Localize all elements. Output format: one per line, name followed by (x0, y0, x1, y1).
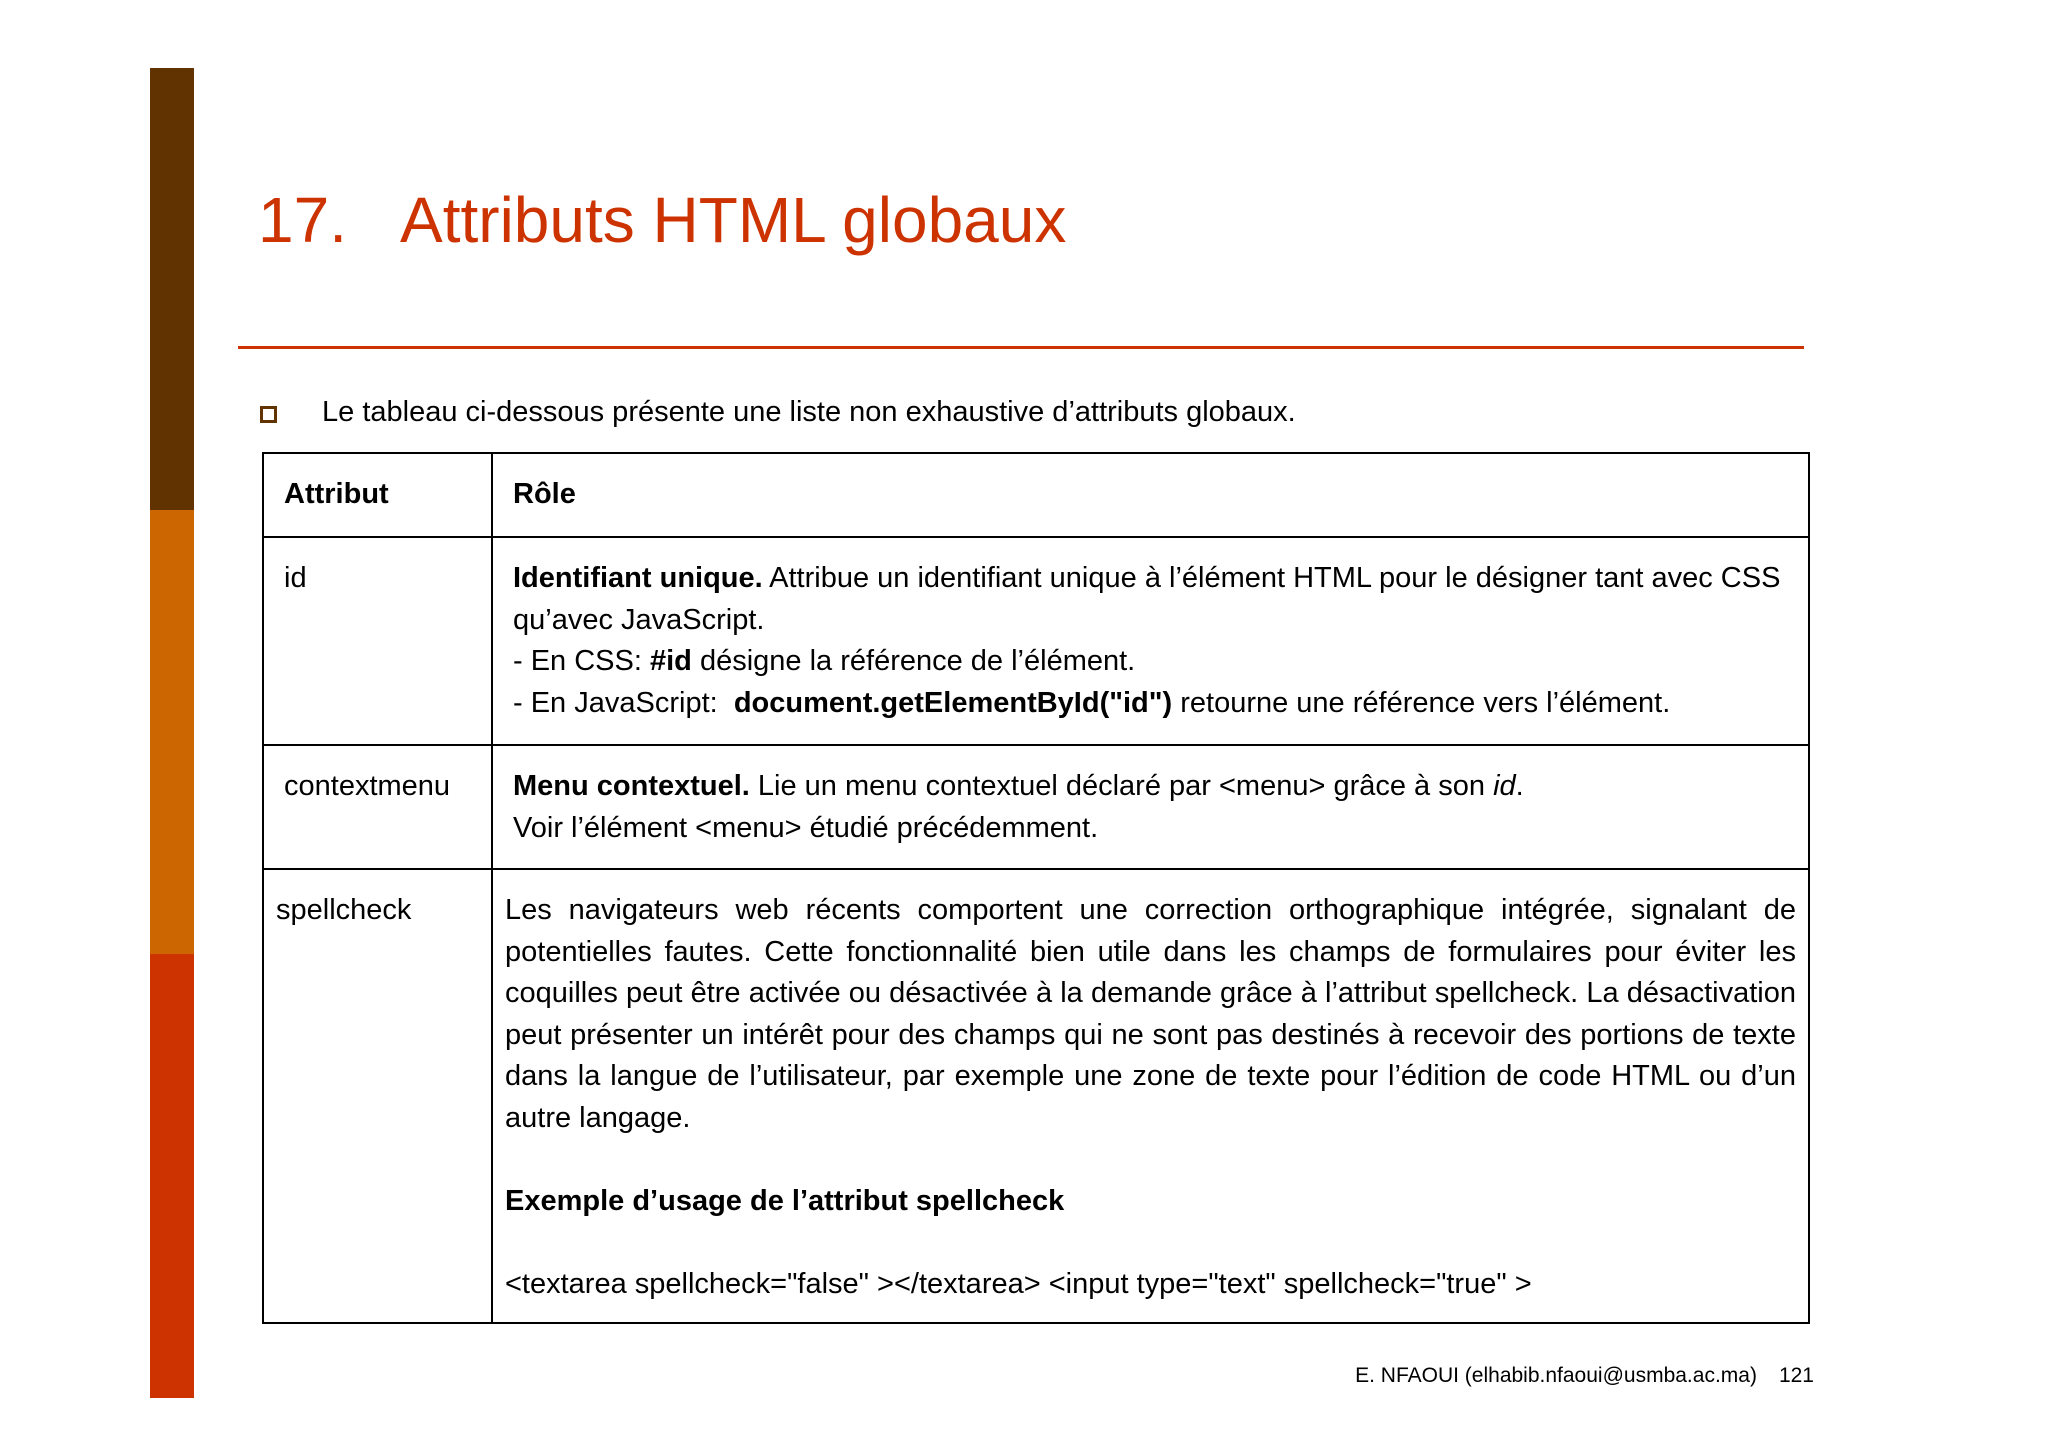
role-contextmenu-lead: Menu contextuel. (513, 770, 750, 802)
role-id-css-rest: désigne la référence de l’élément. (691, 645, 1136, 677)
header-attribute: Attribut (263, 453, 492, 537)
slide-title: Attributs HTML globaux (400, 184, 1067, 256)
slide-section-number: 17. (258, 184, 347, 256)
role-contextmenu-line2: Voir l’élément <menu> étudié précédemment. (513, 811, 1099, 844)
role-id-js-rest: retourne une référence vers l’élément. (1172, 686, 1671, 719)
sidebar-bar-red (150, 954, 194, 1398)
role-id-js-line (513, 683, 1798, 725)
attributes-table (262, 452, 1810, 1324)
role-contextmenu-lead-rest: Lie un menu contextuel déclaré par <menu> grâce à son (749, 770, 1494, 802)
role-contextmenu-end: . (1515, 770, 1524, 802)
spacer (505, 1139, 1796, 1181)
sidebar-bar-orange (150, 510, 194, 954)
footer-author: E. NFAOUI (elhabib.nfaoui@usmba.ac.ma) (1355, 1364, 1757, 1387)
attribute-name-contextmenu: contextmenu (263, 745, 492, 869)
role-id (492, 537, 1809, 745)
table-header-row (263, 453, 1809, 537)
sidebar-bar-brown (150, 68, 194, 510)
role-id-lead: Identifiant unique. (513, 562, 763, 594)
role-id-css-prefix: - En CSS: (513, 645, 650, 677)
footer (1355, 1364, 1814, 1388)
attribute-name-spellcheck: spellcheck (263, 869, 492, 1323)
role-id-js-code: document.getElementById("id") (733, 686, 1173, 719)
role-contextmenu (492, 745, 1809, 869)
attribute-name-id: id (263, 537, 492, 745)
spacer (505, 1222, 1796, 1264)
table-row (263, 537, 1809, 745)
role-id-css-line (513, 641, 1798, 683)
header-role: Rôle (492, 453, 1809, 537)
role-id-js-prefix: - En JavaScript: (513, 686, 734, 719)
role-id-lead-rest: Attribue un identifiant unique à l’élément HTML pour le désigner tant avec CSS qu’avec JavaScript. (513, 562, 1781, 636)
role-contextmenu-italic: id (1493, 770, 1516, 802)
role-spellcheck-example-heading: Exemple d’usage de l’attribut spellcheck (505, 1184, 1065, 1217)
table-row (263, 745, 1809, 869)
role-spellcheck-example-code: <textarea spellcheck="false" ></textarea> <input type="text" spellcheck="true" > (505, 1267, 1532, 1300)
role-spellcheck-paragraph: Les navigateurs web récents comportent une correction orthographique intégrée, signalant de potentielles fautes. Cette fonctionnalité bien utile dans les champs de formulaires pour éviter les coquilles peut être activée ou désactivée à la demande grâce à l’attribut spellcheck. La désactivation peut présenter un intérêt pour des champs qui ne sont pas destinés à recevoir des portions de texte dans la langue de l’utilisateur, par exemple une zone de texte pour l’édition de code HTML ou d’un autre langage. (505, 894, 1796, 1134)
page-number: 121 (1778, 1364, 1814, 1387)
title-divider (238, 346, 1804, 349)
table-row (263, 869, 1809, 1323)
role-spellcheck (492, 869, 1809, 1323)
hollow-square-bullet-icon (260, 406, 277, 423)
role-id-css-code: #id (650, 645, 692, 677)
intro-text: Le tableau ci-dessous présente une liste non exhaustive d’attributs globaux. (322, 396, 1296, 428)
